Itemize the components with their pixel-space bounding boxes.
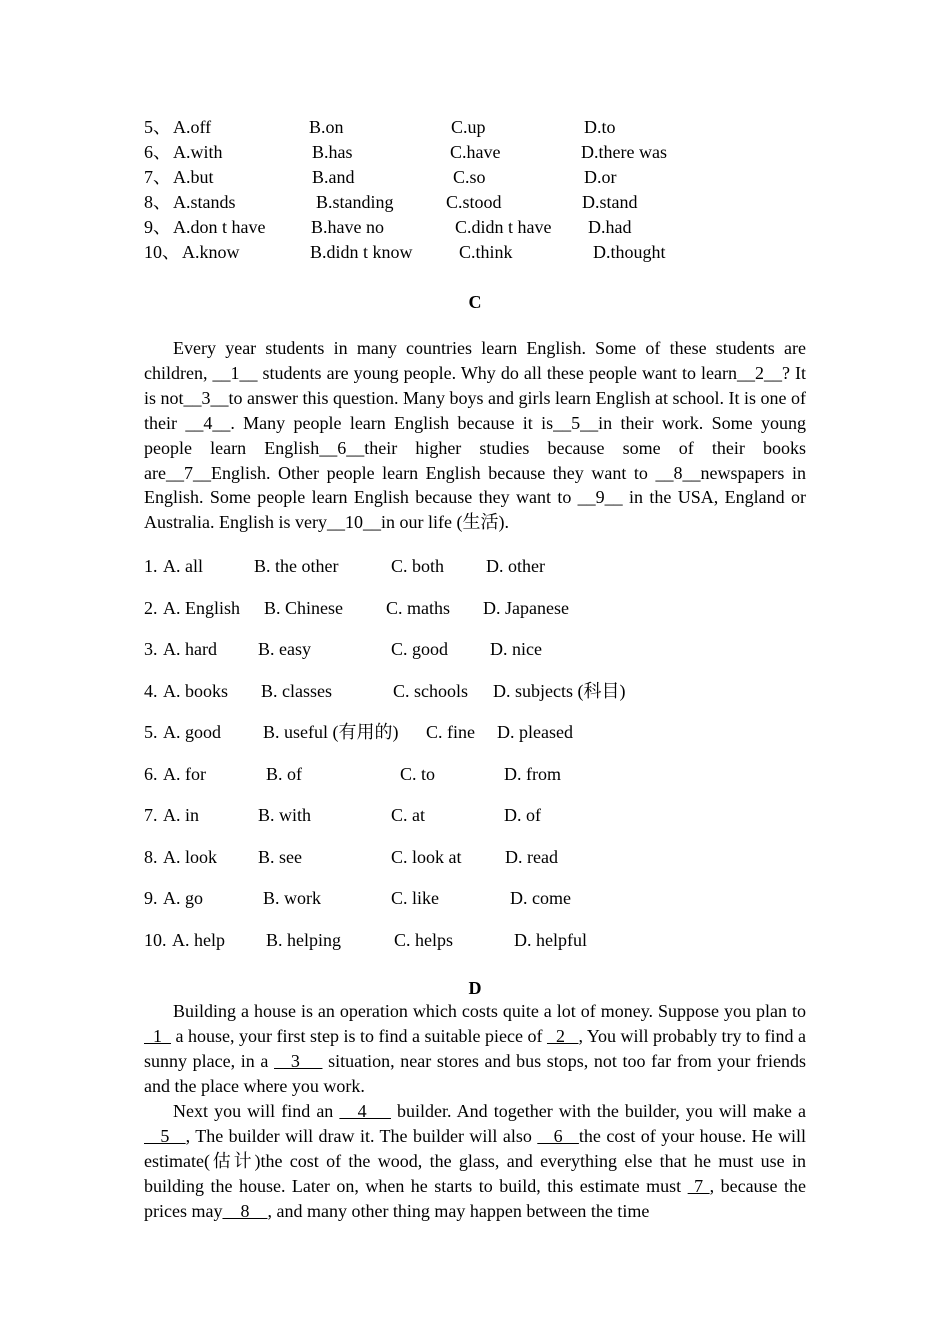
option-b: B. helping: [266, 930, 341, 950]
blank-1: 1: [144, 1025, 172, 1046]
option-a: A. good: [163, 722, 221, 742]
option-d: D. helpful: [514, 930, 587, 950]
option-a: A. for: [163, 764, 206, 784]
option-d: D. pleased: [497, 722, 573, 742]
question-number: 8.: [144, 847, 158, 867]
option-b: B.have no: [311, 217, 384, 237]
blank-3: 3: [274, 1050, 323, 1071]
passage-text: situation, near stores and bus stops, not too far from your friends and the place where you work.: [144, 1050, 807, 1096]
option-b: B.has: [312, 142, 353, 162]
option-d: D.thought: [593, 242, 666, 262]
option-c: C. schools: [393, 681, 469, 701]
option-a: A. in: [163, 805, 199, 825]
option-d: D.had: [588, 217, 632, 237]
question-number: 5、: [144, 117, 171, 137]
question-number: 5.: [144, 722, 158, 742]
option-b: B.standing: [316, 192, 394, 212]
passage-text: , and many other thing may happen between the time: [267, 1200, 650, 1221]
passage-text: Next you will find an: [173, 1101, 340, 1121]
passage-text: the cost of your house. He will estimate(估计)the cost of the wood, the glass, and everything else that he must use in building the house. Later on, when he starts to build, this estimate must: [144, 1125, 806, 1196]
option-d: D. Japanese: [483, 598, 569, 618]
section-c-heading: C: [468, 292, 482, 312]
option-b: B. useful (有用的): [263, 722, 399, 742]
option-b: B. classes: [261, 681, 332, 701]
option-c: C. maths: [386, 598, 451, 618]
option-d: D.to: [584, 117, 616, 137]
option-a: A.off: [173, 117, 212, 137]
option-a: A.with: [173, 142, 223, 162]
option-c: C. look at: [391, 847, 462, 867]
option-a: A. look: [163, 847, 217, 867]
question-number: 1.: [144, 556, 158, 576]
section-d-paragraph-1: [144, 999, 806, 1099]
option-a: A. books: [163, 681, 229, 701]
option-c: C. like: [391, 888, 439, 908]
option-d: D. from: [504, 764, 561, 784]
option-a: A. all: [163, 556, 203, 576]
passage-text: , The builder will draw it. The builder will also: [185, 1125, 538, 1146]
option-b: B. Chinese: [264, 598, 343, 618]
question-number: 2.: [144, 598, 158, 618]
passage-text: builder. And together with the builder, you will make a: [390, 1101, 806, 1121]
question-number: 3.: [144, 639, 158, 659]
option-d: D.or: [584, 167, 617, 187]
option-c: C.stood: [446, 192, 502, 212]
passage-text: Building a house is an operation which costs quite a lot of money. Suppose you plan to: [173, 1001, 806, 1021]
option-d: D. subjects (科目): [493, 681, 626, 701]
option-a: A. English: [163, 598, 241, 618]
section-d-heading: D: [468, 978, 482, 998]
option-d: D. of: [504, 805, 541, 825]
option-b: B. work: [263, 888, 321, 908]
option-b: B.didn t know: [310, 242, 413, 262]
question-number: 9、: [144, 217, 171, 237]
option-a: A. hard: [163, 639, 217, 659]
option-b: B. see: [258, 847, 302, 867]
option-c: C. both: [391, 556, 445, 576]
option-a: A. go: [163, 888, 203, 908]
option-b: B.and: [312, 167, 355, 187]
option-b: B. the other: [254, 556, 339, 576]
option-d: D. other: [486, 556, 545, 576]
option-c: C. at: [391, 805, 425, 825]
option-c: C. helps: [394, 930, 454, 950]
option-a: A.don t have: [173, 217, 266, 237]
question-number: 10、: [144, 242, 180, 262]
option-c: C.up: [451, 117, 486, 137]
passage-text: , because the prices may: [144, 1175, 807, 1221]
option-a: A.but: [173, 167, 214, 187]
passage-text: a house, your first step is to find a suitable piece of: [171, 1025, 547, 1046]
option-d: D.stand: [582, 192, 638, 212]
question-number: 6、: [144, 142, 171, 162]
question-number: 9.: [144, 888, 158, 908]
option-d: D.there was: [581, 142, 667, 162]
option-b: B.on: [309, 117, 344, 137]
blank-6: 6: [537, 1125, 579, 1146]
passage-text: , You will probably try to find a sunny place, in a: [144, 1025, 806, 1071]
blank-2: 2: [546, 1025, 579, 1046]
option-c: C. to: [400, 764, 436, 784]
blank-7: 7: [687, 1175, 710, 1196]
option-a: A.stands: [173, 192, 236, 212]
question-number: 7、: [144, 167, 171, 187]
option-d: D. come: [510, 888, 571, 908]
option-c: C. good: [391, 639, 449, 659]
blank-8: 8: [222, 1200, 268, 1221]
option-c: C.so: [453, 167, 486, 187]
section-c-passage: Every year students in many countries learn English. Some of these students are children, __1__ students are young people. Why do all these people want to learn__2__? It is not__3__to answer this question. Many boys and girls learn English at school. It is one of their __4__. Many people learn English because it is__5__in their work. Some young people learn English__6__their higher studies because some of their books are__7__English. Other people learn English because they want to __8__newspapers in English. Some people learn English because they want to __9__ in the USA, England or Australia. English is very__10__in our life (生活).: [144, 338, 806, 533]
option-c: C.have: [450, 142, 501, 162]
question-number: 7.: [144, 805, 158, 825]
question-number: 6.: [144, 764, 158, 784]
option-b: B. easy: [258, 639, 311, 659]
question-number: 10.: [144, 930, 167, 950]
option-a: A. help: [172, 930, 225, 950]
option-d: D. read: [505, 847, 558, 867]
option-b: B. with: [258, 805, 312, 825]
option-c: C. fine: [426, 722, 475, 742]
option-c: C.didn t have: [455, 217, 552, 237]
option-c: C.think: [459, 242, 513, 262]
question-number: 4.: [144, 681, 158, 701]
option-a: A.know: [182, 242, 240, 262]
section-d-paragraph-2: [144, 1099, 806, 1224]
question-number: 8、: [144, 192, 171, 212]
option-d: D. nice: [490, 639, 542, 659]
blank-4: 4: [339, 1101, 391, 1121]
option-b: B. of: [266, 764, 302, 784]
blank-5: 5: [144, 1125, 186, 1146]
